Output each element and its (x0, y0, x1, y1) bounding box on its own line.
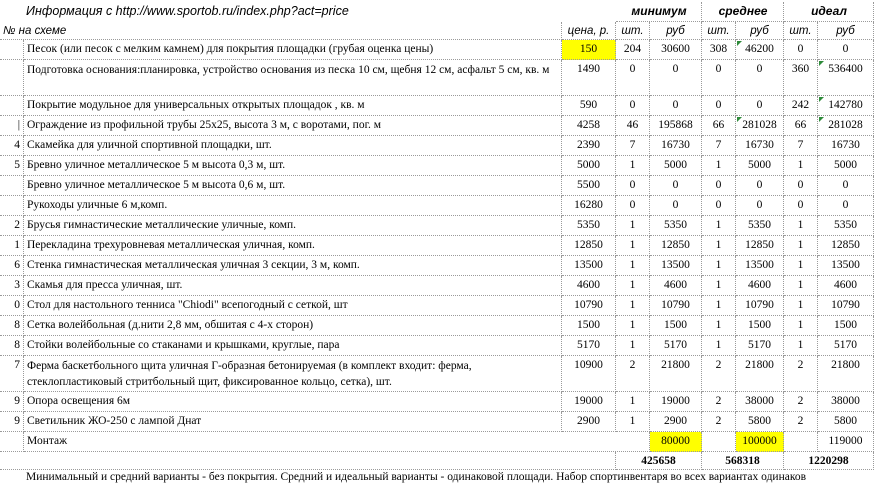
sum-cell[interactable]: 5800 (818, 412, 874, 432)
sum-cell[interactable]: 38000 (736, 392, 784, 412)
unit-price[interactable]: 16280 (562, 196, 616, 216)
scheme-number[interactable] (0, 96, 24, 116)
header-qty[interactable]: шт. (784, 22, 818, 40)
item-name[interactable]: Скамья для пресса уличная, шт. (24, 276, 562, 296)
item-name[interactable]: Подготовка основания:планировка, устройство основания из песка 10 см, щебня 12 см, асфальт 5 см, кв. м (24, 60, 562, 96)
montage-min[interactable]: 80000 (650, 432, 702, 452)
qty-cell[interactable]: 7 (784, 136, 818, 156)
sum-cell[interactable]: 13500 (818, 256, 874, 276)
item-name[interactable]: Стенка гимнастическая металлическая уличная 3 секции, 3 м, комп. (24, 256, 562, 276)
unit-price[interactable]: 5350 (562, 216, 616, 236)
sum-cell[interactable]: 5350 (818, 216, 874, 236)
total-ideal[interactable]: 1220298 (784, 452, 874, 470)
empty-cell[interactable] (702, 432, 736, 452)
qty-cell[interactable]: 46 (616, 116, 650, 136)
qty-cell[interactable]: 0 (702, 96, 736, 116)
qty-cell[interactable]: 204 (616, 40, 650, 60)
item-name[interactable]: Стол для настольного тенниса "Chiodi" всепогодный с сеткой, шт (24, 296, 562, 316)
sum-cell[interactable]: 1500 (736, 316, 784, 336)
unit-price[interactable]: 19000 (562, 392, 616, 412)
montage-average[interactable]: 100000 (736, 432, 784, 452)
qty-cell[interactable]: 1 (616, 276, 650, 296)
sum-cell[interactable]: 0 (650, 96, 702, 116)
item-name[interactable]: Перекладина трехуровневая металлическая уличная, комп. (24, 236, 562, 256)
qty-cell[interactable]: 2 (784, 412, 818, 432)
scheme-number[interactable]: 7 (0, 356, 24, 392)
qty-cell[interactable]: 1 (616, 412, 650, 432)
sum-cell[interactable]: 12850 (736, 236, 784, 256)
sum-cell[interactable]: 21800 (736, 356, 784, 392)
qty-cell[interactable]: 66 (784, 116, 818, 136)
qty-cell[interactable]: 1 (616, 316, 650, 336)
item-name[interactable]: Ферма баскетбольного щита уличная Г-образная бетонируемая (в комплект входит: ферма, стеклопластиковый стритбольный щит, фиксированное кольцо, сетка), шт. (24, 356, 562, 392)
footnote: Минимальный и средний варианты - без покрытия. Средний и идеальный варианты - одинаковой площади. Набор спортинвентаря во всех вариантах одинаков (26, 471, 807, 483)
sum-cell[interactable]: 21800 (818, 356, 874, 392)
sum-cell[interactable]: 4600 (818, 276, 874, 296)
item-name[interactable]: Покрытие модульное для универсальных открытых площадок , кв. м (24, 96, 562, 116)
qty-cell[interactable]: 2 (784, 392, 818, 412)
unit-price[interactable]: 150 (562, 40, 616, 60)
qty-cell[interactable]: 66 (702, 116, 736, 136)
empty-cell[interactable] (784, 432, 818, 452)
item-name[interactable]: Брусья гимнастические металлические уличные, комп. (24, 216, 562, 236)
qty-cell[interactable]: 1 (616, 392, 650, 412)
sum-cell[interactable]: 5170 (818, 336, 874, 356)
sum-cell[interactable]: 12850 (650, 236, 702, 256)
item-name[interactable]: Песок (или песок с мелким камнем) для покрытия площадки (грубая оценка цены) (24, 40, 562, 60)
qty-cell[interactable]: 2 (784, 356, 818, 392)
empty-cell[interactable] (0, 452, 616, 470)
qty-cell[interactable]: 1 (616, 296, 650, 316)
source-title: Информация с http://www.sportob.ru/index.php?act=price (26, 4, 349, 18)
unit-price[interactable]: 590 (562, 96, 616, 116)
sum-cell[interactable]: 536400 (818, 60, 874, 96)
sum-cell[interactable]: 5000 (736, 156, 784, 176)
unit-price[interactable]: 1490 (562, 60, 616, 96)
qty-cell[interactable]: 0 (616, 96, 650, 116)
item-name[interactable]: Ограждение из профильной трубы 25х25, высота 3 м, с воротами, пог. м (24, 116, 562, 136)
scheme-number[interactable]: 2 (0, 216, 24, 236)
qty-cell[interactable]: 1 (616, 336, 650, 356)
scheme-number[interactable]: 4 (0, 136, 24, 156)
header-qty[interactable]: шт. (616, 22, 650, 40)
qty-cell[interactable]: 1 (702, 336, 736, 356)
qty-cell[interactable]: 1 (702, 156, 736, 176)
sum-cell[interactable]: 46200 (736, 40, 784, 60)
qty-cell[interactable]: 1 (784, 336, 818, 356)
qty-cell[interactable]: 1 (702, 276, 736, 296)
qty-cell[interactable]: 360 (784, 60, 818, 96)
qty-cell[interactable]: 1 (702, 236, 736, 256)
qty-cell[interactable]: 1 (616, 256, 650, 276)
qty-cell[interactable]: 1 (702, 296, 736, 316)
sum-cell[interactable]: 195868 (650, 116, 702, 136)
qty-cell[interactable]: 2 (702, 392, 736, 412)
qty-cell[interactable]: 0 (784, 176, 818, 196)
qty-cell[interactable]: 1 (784, 296, 818, 316)
sum-cell[interactable]: 5000 (818, 156, 874, 176)
qty-cell[interactable]: 1 (784, 156, 818, 176)
qty-cell[interactable]: 0 (784, 40, 818, 60)
comment-marker-icon[interactable] (819, 61, 824, 66)
unit-price[interactable]: 2390 (562, 136, 616, 156)
item-name[interactable]: Бревно уличное металлическое 5 м высота 0,3 м, шт. (24, 156, 562, 176)
sum-cell[interactable]: 0 (818, 40, 874, 60)
qty-cell[interactable]: 0 (702, 196, 736, 216)
qty-cell[interactable]: 1 (702, 256, 736, 276)
unit-price[interactable]: 4600 (562, 276, 616, 296)
qty-cell[interactable]: 2 (702, 412, 736, 432)
sum-cell[interactable]: 0 (736, 96, 784, 116)
unit-price[interactable]: 10900 (562, 356, 616, 392)
header-scheme-number[interactable]: № на схеме (0, 22, 562, 40)
item-name[interactable]: Бревно уличное металлическое 5 м высота 0,6 м, шт. (24, 176, 562, 196)
scheme-number[interactable]: 8 (0, 316, 24, 336)
qty-cell[interactable]: 0 (616, 60, 650, 96)
sum-cell[interactable]: 5350 (650, 216, 702, 236)
scheme-number[interactable]: 1 (0, 236, 24, 256)
sum-cell[interactable]: 142780 (818, 96, 874, 116)
unit-price[interactable]: 5170 (562, 336, 616, 356)
header-price[interactable]: цена, р. (562, 22, 616, 40)
qty-cell[interactable]: 308 (702, 40, 736, 60)
qty-cell[interactable]: 1 (616, 156, 650, 176)
sum-cell[interactable]: 281028 (818, 116, 874, 136)
scheme-number[interactable] (0, 176, 24, 196)
header-minimum[interactable]: минимум (616, 2, 702, 22)
qty-cell[interactable]: 1 (784, 316, 818, 336)
scheme-number[interactable]: 3 (0, 276, 24, 296)
sum-cell[interactable]: 4600 (650, 276, 702, 296)
sum-cell[interactable]: 0 (818, 176, 874, 196)
item-name[interactable]: Стойки волейбольные со стаканами и крышками, круглые, пара (24, 336, 562, 356)
sum-cell[interactable]: 281028 (736, 116, 784, 136)
qty-cell[interactable]: 7 (616, 136, 650, 156)
unit-price[interactable]: 5000 (562, 156, 616, 176)
qty-cell[interactable]: 1 (784, 216, 818, 236)
scheme-number[interactable]: | (0, 116, 24, 136)
qty-cell[interactable]: 0 (616, 176, 650, 196)
sum-cell[interactable]: 10790 (650, 296, 702, 316)
scheme-number[interactable]: 6 (0, 256, 24, 276)
scheme-number[interactable] (0, 196, 24, 216)
sum-cell[interactable]: 0 (818, 196, 874, 216)
sum-cell[interactable]: 4600 (736, 276, 784, 296)
qty-cell[interactable]: 1 (702, 216, 736, 236)
header-rub[interactable]: руб (736, 22, 784, 40)
scheme-number[interactable] (0, 60, 24, 96)
sum-cell[interactable]: 5170 (736, 336, 784, 356)
comment-marker-icon[interactable] (737, 41, 742, 46)
total-minimum[interactable]: 425658 (616, 452, 702, 470)
unit-price[interactable]: 5500 (562, 176, 616, 196)
sum-cell[interactable]: 5800 (736, 412, 784, 432)
item-name[interactable]: Сетка волейбольная (д.нити 2,8 мм, обшитая с 4-х сторон) (24, 316, 562, 336)
sum-cell[interactable]: 38000 (818, 392, 874, 412)
qty-cell[interactable]: 7 (702, 136, 736, 156)
qty-cell[interactable]: 0 (702, 176, 736, 196)
scheme-number[interactable]: 8 (0, 336, 24, 356)
unit-price[interactable]: 13500 (562, 256, 616, 276)
sum-cell[interactable]: 10790 (736, 296, 784, 316)
sum-cell[interactable]: 0 (650, 196, 702, 216)
scheme-number[interactable]: 0 (0, 296, 24, 316)
header-qty[interactable]: шт. (702, 22, 736, 40)
qty-cell[interactable]: 1 (784, 276, 818, 296)
header-average[interactable]: среднее (702, 2, 784, 22)
scheme-number[interactable]: 9 (0, 412, 24, 432)
qty-cell[interactable]: 1 (784, 256, 818, 276)
sum-cell[interactable]: 5350 (736, 216, 784, 236)
item-name[interactable]: Опора освещения 6м (24, 392, 562, 412)
sum-cell[interactable]: 16730 (818, 136, 874, 156)
scheme-number[interactable]: 9 (0, 392, 24, 412)
sum-cell[interactable]: 12850 (818, 236, 874, 256)
unit-price[interactable]: 2900 (562, 412, 616, 432)
comment-marker-icon[interactable] (819, 117, 824, 122)
qty-cell[interactable]: 0 (702, 60, 736, 96)
scheme-number[interactable]: 5 (0, 156, 24, 176)
header-ideal[interactable]: идеал (784, 2, 874, 22)
qty-cell[interactable]: 2 (702, 356, 736, 392)
scheme-number[interactable] (0, 40, 24, 60)
qty-cell[interactable]: 0 (616, 196, 650, 216)
sum-cell[interactable]: 0 (650, 176, 702, 196)
sum-cell[interactable]: 0 (736, 176, 784, 196)
sum-cell[interactable]: 0 (650, 60, 702, 96)
scheme-number[interactable] (0, 432, 24, 452)
sum-cell[interactable]: 5170 (650, 336, 702, 356)
montage-ideal[interactable]: 119000 (818, 432, 874, 452)
unit-price[interactable]: 12850 (562, 236, 616, 256)
qty-cell[interactable]: 1 (784, 236, 818, 256)
qty-cell[interactable]: 1 (702, 316, 736, 336)
sum-cell[interactable]: 13500 (650, 256, 702, 276)
sum-cell[interactable]: 21800 (650, 356, 702, 392)
header-rub[interactable]: руб (650, 22, 702, 40)
comment-marker-icon[interactable] (737, 117, 742, 122)
sum-cell[interactable]: 16730 (650, 136, 702, 156)
item-name[interactable]: Светильник ЖО-250 с лампой Днат (24, 412, 562, 432)
sum-cell[interactable]: 0 (736, 60, 784, 96)
qty-cell[interactable]: 1 (616, 236, 650, 256)
sum-cell[interactable]: 10790 (818, 296, 874, 316)
montage-label[interactable]: Монтаж (24, 432, 650, 452)
unit-price[interactable]: 4258 (562, 116, 616, 136)
comment-marker-icon[interactable] (819, 97, 824, 102)
sum-cell[interactable]: 5000 (650, 156, 702, 176)
header-rub[interactable]: руб (818, 22, 874, 40)
sum-cell[interactable]: 13500 (736, 256, 784, 276)
item-name[interactable]: Рукоходы уличные 6 м,комп. (24, 196, 562, 216)
unit-price[interactable]: 10790 (562, 296, 616, 316)
sum-cell[interactable]: 30600 (650, 40, 702, 60)
sum-cell[interactable]: 0 (736, 196, 784, 216)
qty-cell[interactable]: 242 (784, 96, 818, 116)
qty-cell[interactable]: 2 (616, 356, 650, 392)
qty-cell[interactable]: 0 (784, 196, 818, 216)
unit-price[interactable]: 1500 (562, 316, 616, 336)
sum-cell[interactable]: 19000 (650, 392, 702, 412)
qty-cell[interactable]: 1 (616, 216, 650, 236)
sum-cell[interactable]: 2900 (650, 412, 702, 432)
sum-cell[interactable]: 16730 (736, 136, 784, 156)
sum-cell[interactable]: 1500 (650, 316, 702, 336)
item-name[interactable]: Скамейка для уличной спортивной площадки, шт. (24, 136, 562, 156)
sum-cell[interactable]: 1500 (818, 316, 874, 336)
total-average[interactable]: 568318 (702, 452, 784, 470)
